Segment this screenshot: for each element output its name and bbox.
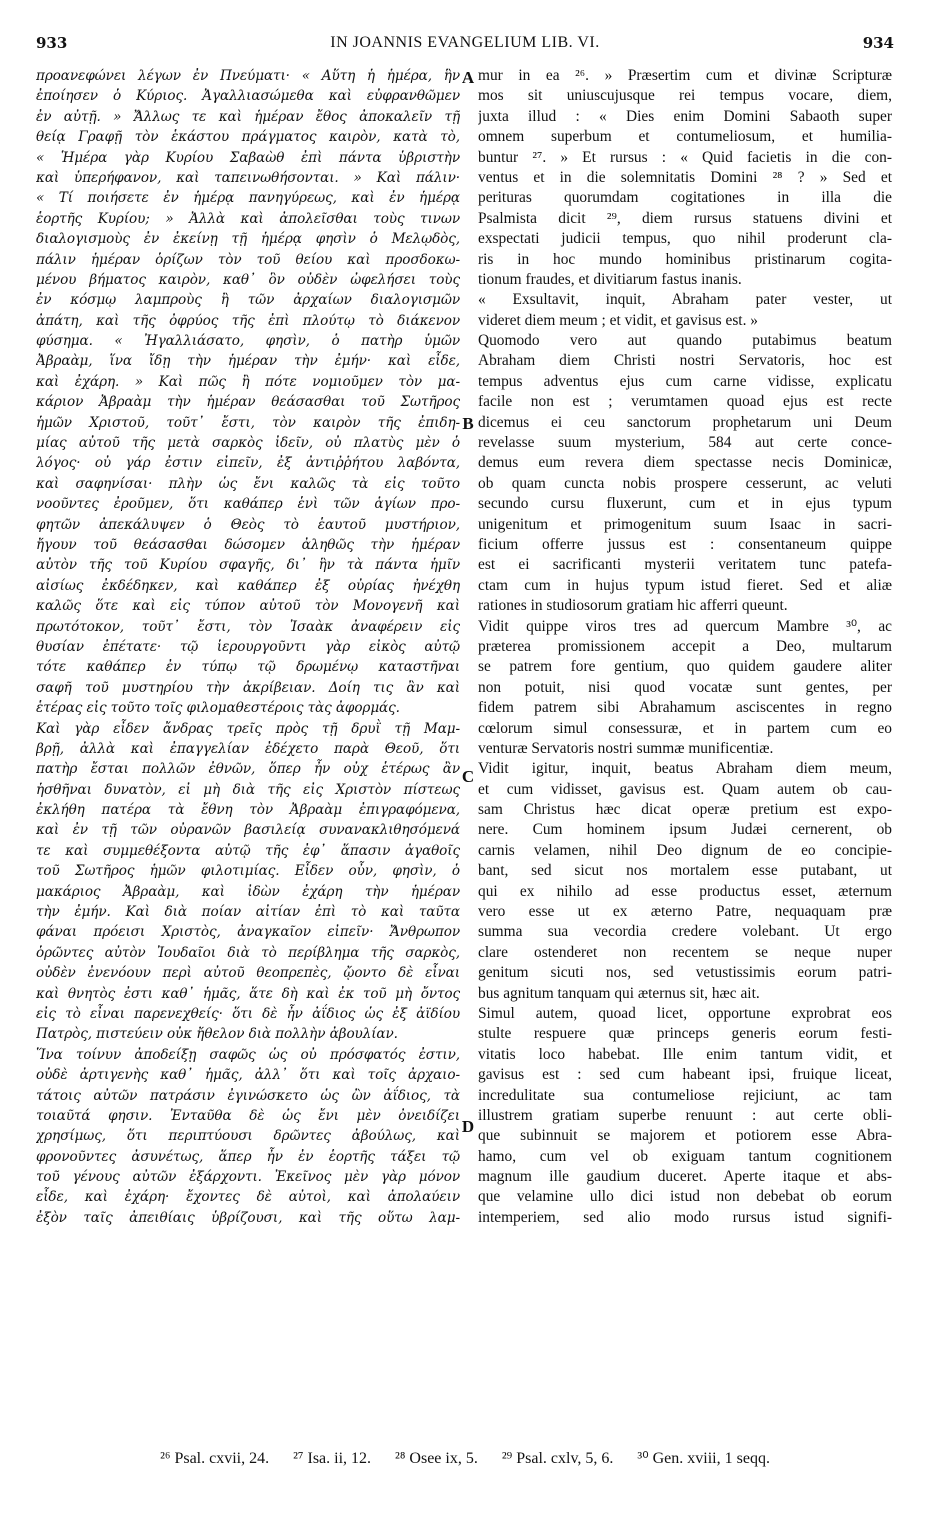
greek-text-line: τοῦ Σωτῆρος ἡμῶν φιλοτιμίας. Εἶδεν οὖν, φησὶν, ὁ xyxy=(36,863,460,880)
latin-text-line: intemperiem, sed alio modo rursus istud signifi- xyxy=(478,1208,892,1226)
latin-text-line: ventus et in die solemnitatis Domini ²⁸ ? » Sed et xyxy=(478,168,892,186)
latin-text-line: rationes in studiosorum gratiam hic afferri queunt. xyxy=(478,597,788,615)
margin-letter-a: A xyxy=(461,68,475,87)
latin-text-line: vero esse ut ex æterno Patre, nequaquam præ xyxy=(478,903,892,921)
latin-text-line: Psalmista dicit ²⁹, diem rursus statuens divini et xyxy=(478,209,892,227)
latin-text-line: venturæ Servatoris nostri summæ munificentiæ. xyxy=(478,739,774,757)
latin-text-line: bant, sed sicut nos mortalem esse putabant, ut xyxy=(478,862,892,880)
latin-text-line: Vidit quippe viros tres ad quercum Mambre ³⁰, ac xyxy=(478,617,892,635)
latin-text-line: se patrem fore gentium, quo quidem gaudere aliter xyxy=(478,658,892,676)
greek-text-line: ὁρῶντες αὐτὸν Ἰουδαῖοι διὰ τὸ περίβλημα τῆς σαρκὸς, xyxy=(36,944,460,961)
greek-text-line: ἡσθῆναι δυνατὸν, εἰ μὴ διὰ τῆς εἰς Χριστὸν πίστεως xyxy=(36,781,460,798)
footnote: ²⁶ Psal. cxvii, 24. xyxy=(160,1450,270,1467)
footnotes xyxy=(36,1448,894,1474)
running-title: IN JOANNIS EVANGELIUM LIB. VI. xyxy=(330,34,600,51)
latin-text-line: gavisus est : sed cum habeant ipsi, fruique liceat, xyxy=(478,1066,892,1084)
footnote: ²⁷ Isa. ii, 12. xyxy=(293,1450,372,1467)
greek-text-line: φρονοῦντες ἀσυνέτως, ἅπερ ἦν ἐν ἑορτῆς τάξει τῷ xyxy=(36,1148,460,1165)
greek-text-line: θυσίαν ἐπέτατε· τῷ ἱερουργοῦντι γὰρ εἰκὸς αὐτῷ xyxy=(36,638,460,655)
latin-text-line: præterea promissionem accepit a Deo, multarum xyxy=(478,637,892,655)
latin-text-line: Abraham diem Christi nostri Servatoris, hoc est xyxy=(478,352,892,370)
latin-text-line: demus eum revera diem spectasse necis Dominicæ, xyxy=(478,454,892,472)
greek-text-line: καὶ ἐν τῇ τῶν οὐρανῶν βασιλείᾳ συνανακλιθησόμενά xyxy=(36,822,460,839)
greek-text-line: λόγος· οὐ γάρ ἐστιν εἰπεῖν, ἐξ ἀντιῤῥήτου λαβόντα, xyxy=(36,455,460,472)
greek-text-line: θείᾳ Γραφῇ τὸν ἑκάστου πράγματος καιρὸν, κατὰ τὸ, xyxy=(36,129,460,146)
greek-text-line: ἤγουν τοῦ θεάσασθαι δώσομεν ἀληθῶς τὴν ἡμέραν xyxy=(36,536,460,553)
latin-text-line: qui ex nihilo ad esse productus esset, æternum xyxy=(478,882,892,900)
greek-text-line: τότε καθάπερ ἐν τύπῳ τῷ δρωμένῳ καταστῆναι xyxy=(36,659,460,676)
latin-text-line: Vidit igitur, inquit, beatus Abraham diem meum, xyxy=(478,760,892,778)
latin-text-line: perituras quorumdam cogitationes in illa die xyxy=(478,189,892,207)
latin-text-line: incredulitate sua contumeliose rejiciunt, ac tam xyxy=(478,1086,892,1104)
latin-text-line: vitatis loco habebat. Ille enim tantum vidit, et xyxy=(478,1045,892,1063)
latin-text-line: hamo, cum vel ob exiguam tantum cognitionem xyxy=(478,1147,892,1165)
latin-text-line: nere. Cum hominem ipsum Judæi cernerent, ob xyxy=(478,821,892,839)
latin-text-line: que subinnuit se majorem et potiorem esse Abra- xyxy=(478,1127,892,1145)
latin-text-line: secundo cursu fluxerunt, cum et in ejus typum xyxy=(478,495,892,513)
greek-text-line: οὐδὲν ἐνενόουν περὶ αὐτοῦ θεοπρεπὲς, ᾤοντο δὲ εἶναι xyxy=(36,965,460,982)
greek-text-line: ἐποίησεν ὁ Κύριος. Ἀγαλλιασώμεθα καὶ εὐφρανθῶμεν xyxy=(36,88,460,105)
page-header xyxy=(36,34,894,58)
greek-text-line: καὶ ὑπερήφανον, καὶ ταπεινωθήσονται. » Καὶ πάλιν· xyxy=(36,169,460,186)
latin-text-line: summa sua vecordia credere volebant. Ut ergo xyxy=(478,923,892,941)
greek-text-line: Καὶ γὰρ εἶδεν ἄνδρας τρεῖς πρὸς τῇ δρυῒ τῇ Μαμ- xyxy=(36,720,460,737)
greek-text-line: οὐδὲ ἀρτιγενὴς καθ᾽ ἡμᾶς, ἀλλ᾽ ὅτι καὶ τοῖς ἀρχαιο- xyxy=(36,1067,460,1084)
greek-text-line: τε καὶ συμμεθέξοντα αὐτῷ τῆς ἐφ᾽ ἅπασιν ἀγαθοῖς xyxy=(36,842,460,859)
latin-text-line: est ei sacrificanti mysterii veritatem tunc patefa- xyxy=(478,556,892,574)
page-number-right: 934 xyxy=(862,34,894,52)
greek-text-line: φητῶν ἀπεκάλυψεν ὁ Θεὸς τὸ ἑαυτοῦ μυστήριον, xyxy=(36,516,460,533)
latin-text-line: carnis velamen, nihil Deo dignum de eo concipie- xyxy=(478,841,892,859)
latin-text-line: mur in ea ²⁶. » Præsertim cum et divinæ Scripturæ xyxy=(478,67,892,84)
latin-text-line: fidem patrem sibi Abrahamum asciscentes in regno xyxy=(478,699,892,717)
latin-text-line: ob quam cuncta nobis prospere cesserunt, ac veluti xyxy=(478,474,892,492)
latin-text-line: non potuit, nisi quod vocatæ sunt gentes, per xyxy=(478,678,892,696)
latin-text-line: ctam cum in hujus typum istud fieret. Sed et aliæ xyxy=(478,576,892,594)
latin-text-line: Simul autem, quoad licet, opportune exprobrat eos xyxy=(478,1004,892,1022)
margin-letter-b: B xyxy=(462,414,474,433)
greek-text-line: Πατρὸς, πιστεύειν οὐκ ἤθελον διὰ πολλὴν ἀβουλίαν. xyxy=(36,1026,398,1043)
latin-text-line: magnum ille gaudium duceret. Aperte itaque et abs- xyxy=(478,1168,892,1186)
greek-text-line: φάναι πρόεισι Χριστὸς, ἀναγκαῖον εἰπεῖν· Ἄνθρωπον xyxy=(36,924,460,941)
latin-text-line: exspectati judicii tempus, quo nihil proderunt cla- xyxy=(478,230,892,248)
footnote: ²⁸ Osee ix, 5. xyxy=(395,1450,478,1467)
greek-text-line: πατὴρ ἔσται πολλῶν ἐθνῶν, ὅπερ ἦν οὐχ ἑτέρως ἂν xyxy=(36,761,460,778)
latin-text-line: juxta illud : « Dies enim Domini Sabaoth super xyxy=(478,107,892,125)
latin-text-line: sam Christus hæc dicat operæ pretium est expo- xyxy=(478,801,892,819)
greek-text-line: τὴν ἐμήν. Καὶ διὰ ποίαν αἰτίαν ἐπὶ τὸ καὶ ταῦτα xyxy=(36,904,460,921)
greek-text-line: καὶ σαφηνίσαι· πλὴν ὡς ἔνι καλῶς τὰ εἰς τοῦτο xyxy=(36,475,460,492)
greek-text-line: ἐν αὐτῇ. » Ἄλλως τε καὶ ἡμέραν ἔθος ἀποκαλεῖν τῇ xyxy=(36,108,460,125)
greek-text-line: ἀπάτη, καὶ τῆς ὀφρύος τῆς ἐπὶ πλούτῳ τὸ διάκενον xyxy=(36,312,460,329)
footnote: ³⁰ Gen. xviii, 1 seqq. xyxy=(637,1450,770,1467)
greek-text-line: αὐτὸν τῆς τοῦ Κυρίου σφαγῆς, δι᾽ ἣν τὰ πάντα ἡμῖν xyxy=(36,557,460,574)
greek-text-line: μίας αὐτοῦ τῆς μετὰ σαρκὸς ἰδεῖν, οὐ πλατὺς μὲν ὁ xyxy=(36,435,460,452)
latin-column xyxy=(478,66,892,1228)
latin-text-line: tempus adventus ejus cum carne vidisse, explicatu xyxy=(478,372,892,390)
greek-text-line: φύσημα. « Ἠγαλλιάσατο, φησὶν, ὁ πατὴρ ὑμῶν xyxy=(36,333,460,350)
greek-text-line: ἡμῶν Χριστοῦ, τοῦτ᾽ ἔστι, τὸν καιρὸν τῆς ἐπιδη- xyxy=(36,414,460,431)
greek-text-line: τάτοις αὐτῶν πατράσιν ἐγινώσκετο ὡς ὢν ἀΐδιος, τὰ xyxy=(36,1087,460,1104)
latin-text-line: videret diem meum ; et vidit, et gavisus est. » xyxy=(478,311,758,329)
latin-text-line: omnem superbum et contumeliosum, et humilia- xyxy=(478,128,892,146)
latin-text-line: genitum sicuti nos, sed vetustissimis eorum patri- xyxy=(478,964,892,982)
greek-text-line: « Ἡμέρα γὰρ Κυρίου Σαβαὼθ ἐπὶ πάντα ὑβριστὴν xyxy=(36,149,460,166)
greek-text-line: τοιαῦτά φησιν. Ἐνταῦθα δὲ ὡς ἔνι μὲν ὀνειδίζει xyxy=(36,1107,460,1124)
latin-text-line: illustrem gratiam superbe renuunt : aut certe obli- xyxy=(478,1106,892,1124)
greek-text-line: διαλογισμοὺς ἐν ἐκείνῃ τῇ ἡμέρᾳ φησὶν ὁ Μελῳδὸς, xyxy=(36,231,460,248)
greek-text-line: βρῇ, ἀλλὰ καὶ ἐπαγγελίαν ἐδέχετο παρὰ Θεοῦ, ὅτι xyxy=(36,740,460,757)
latin-text-line: dicemus ei ceu sanctorum prophetarum uni Deum xyxy=(478,413,892,431)
latin-text-line: clare ostenderet non recentem se neque nuper xyxy=(478,943,892,961)
latin-text-line: « Exsultavit, inquit, Abraham pater vester, ut xyxy=(478,291,892,309)
latin-text-line: Quomodo vero aut quando putabimus beatum xyxy=(478,332,892,350)
greek-text-line: πάλιν ἡμέραν ὁρίζων τὸν τοῦ θείου καὶ προσδοκω- xyxy=(36,251,460,268)
greek-text-line: μένου βήματος καιρὸν, καθ᾽ ὃν οὐδὲν ὠφελήσει τοὺς xyxy=(36,271,460,288)
greek-column xyxy=(36,66,460,1228)
latin-text-line: et cum vidisset, gavisus est. Quam autem ob cau- xyxy=(478,780,892,798)
greek-text-line: ἐξὸν ταῖς ἀπειθίαις ὑβρίζουσι, καὶ τῆς οὕτω λαμ- xyxy=(36,1209,460,1226)
greek-text-line: σαφῆ τοῦ μυστηρίου τὴν ἀκρίβειαν. Δοίη τις ἂν καὶ xyxy=(36,679,460,696)
greek-text-line: νοοῦντες ἐροῦμεν, ὅτι καθάπερ ἑνὶ τῶν ἁγίων προ- xyxy=(36,496,460,513)
greek-text-line: εἰς τὸ εἶναι παρενεχθείς· ὅτι δὲ ἦν ἀΐδιος ὡς ἐξ ἀϊδίου xyxy=(36,1005,460,1022)
margin-letter-d: D xyxy=(461,1117,475,1136)
latin-text-line: cœlorum simul consessuræ, et in partem cum eo xyxy=(478,719,892,737)
greek-text-line: ἑορτῆς Κυρίου; » Ἀλλὰ καὶ ἀπολεῖσθαι τοὺς τινων xyxy=(36,210,460,227)
greek-text-line: καὶ θνητὸς ἐστι καθ᾽ ἡμᾶς, ἅτε δὴ καὶ ἐκ τοῦ μὴ ὄντος xyxy=(36,985,460,1002)
latin-text-line: revelasse suum mysterium, 584 aut certe conce- xyxy=(478,434,892,452)
greek-text-line: καὶ ἐχάρη. » Καὶ πῶς ἢ πότε νομιοῦμεν τὸν μα- xyxy=(36,373,460,390)
greek-text-line: πρωτότοκον, τοῦτ᾽ ἔστι, τὸν Ἰσαὰκ ἀναφέρειν εἰς xyxy=(36,618,460,635)
greek-text-line: ἐν κόσμῳ λαμπροὺς ἢ τῶν ἀρχαίων διαλογισμῶν xyxy=(36,292,460,309)
greek-text-line: εἶδε, καὶ ἐχάρη· ἔχοντες δὲ αὐτοὶ, καὶ ἀπολαύειν xyxy=(36,1189,460,1206)
page-number-left: 933 xyxy=(36,34,68,52)
latin-text-line: ris in hoc mundo hominibus pristinarum cogita- xyxy=(478,250,892,268)
latin-text-line: facile non est ; verumtamen quoad ejus est recte xyxy=(478,393,892,411)
greek-text-line: καλῶς ὅτε καὶ εἰς τύπον αὐτοῦ τὸν Μονογενῆ καὶ xyxy=(36,598,460,615)
greek-text-line: Ἀβραὰμ, ἵνα ἴδῃ τὴν ἡμέραν τὴν ἐμήν· καὶ εἶδε, xyxy=(36,353,460,370)
greek-text-line: προανεφώνει λέγων ἐν Πνεύματι· « Αὕτη ἡ ἡμέρα, ἣν xyxy=(36,68,460,84)
greek-text-line: χρησίμως, ὅτι περιπτύουσι δρῶντες ἀβούλως, καὶ xyxy=(36,1128,460,1145)
greek-text-line: μακάριος Ἀβραὰμ, καὶ ἰδὼν ἐχάρη τὴν ἡμέραν xyxy=(36,883,460,900)
margin-letter-c: C xyxy=(461,767,475,786)
latin-text-line: bus agnitum tanquam qui æternus sit, hæc ait. xyxy=(478,984,760,1002)
latin-text-line: buntur ²⁷. » Et rursus : « Quid facietis in die con- xyxy=(478,148,892,166)
greek-text-line: ἑτέρας εἰς τοῦτο τοῖς φιλομαθεστέροις τὰς ἀφορμάς. xyxy=(36,700,400,717)
greek-text-line: Ἵνα τοίνυν ἀποδείξῃ σαφῶς ὡς οὐ πρόσφατός ἐστιν, xyxy=(36,1046,460,1063)
greek-text-line: τοῦ γένους αὐτῶν ἐξάρχοντι. Ἐκεῖνος μὲν γὰρ μόνον xyxy=(36,1169,460,1186)
latin-text-line: unigenitum et primogenitum suum Isaac in sacri- xyxy=(478,515,892,533)
greek-text-line: ἐκλήθη πατέρα τὰ ἔθνη τὸν Ἀβραὰμ ἐπιγραφόμενα, xyxy=(36,802,460,819)
greek-text-line: κάριον Ἀβραὰμ τὴν ἡμέραν θεάσασθαι τοῦ Σωτῆρος xyxy=(36,394,460,411)
footnote: ²⁹ Psal. cxlv, 5, 6. xyxy=(501,1450,614,1467)
latin-text-line: ficium offerre jussus est : consentaneum quippe xyxy=(478,535,892,553)
latin-text-line: tionum fraudes, et divitiarum fastus inanis. xyxy=(478,270,742,288)
latin-text-line: mos sit uniuscujusque rei tempus vocare, diem, xyxy=(478,87,892,105)
greek-text-line: « Τί ποιήσετε ἐν ἡμέρᾳ πανηγύρεως, καὶ ἐν ἡμέρᾳ xyxy=(36,190,460,207)
greek-text-line: αἰσίως ἐκδέδηκεν, καὶ καθάπερ ἐξ οὐρίας ἠνέχθη xyxy=(36,577,460,594)
latin-text-line: que velamine ullo dici istud non debebat ob eorum xyxy=(478,1188,892,1206)
latin-text-line: stulte respuere quæ princeps generis eorum festi- xyxy=(478,1025,892,1043)
